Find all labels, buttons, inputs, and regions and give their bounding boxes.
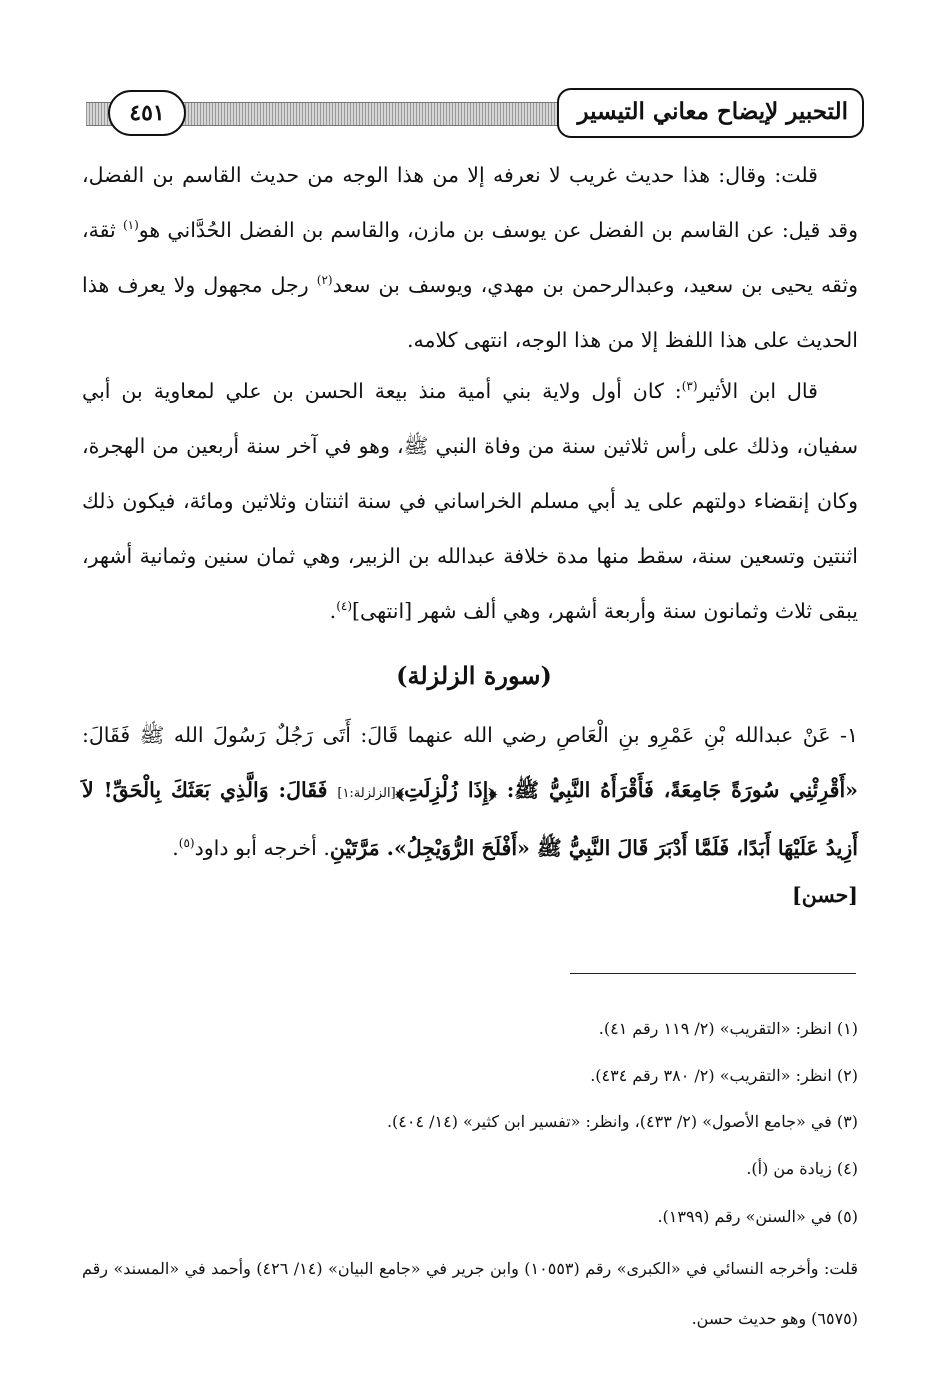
page-number: ٤٥١: [108, 90, 186, 136]
footnote-1: (١) انظر: «التقريب» (٢/ ١١٩ رقم ٤١).: [598, 1019, 858, 1038]
verse-reference: [الزلزلة:١]: [337, 786, 396, 801]
footnote-marker[interactable]: (٣): [681, 379, 698, 394]
footnote-3: (٣) في «جامع الأصول» (٢/ ٤٣٣)، وانظر: «تفسير ابن كثير» (١٤/ ٤٠٤).: [386, 1112, 858, 1131]
running-header: [86, 88, 864, 144]
footnote-marker[interactable]: (٥): [178, 836, 195, 851]
paragraph-text: ثقة، وثقه يحيى بن سعيد، وعبدالرحمن بن مهدي، ويوسف بن سعد: [82, 218, 859, 297]
hadith-matn: فَقَالَ: وَالَّذِي بَعَثَكَ بِالْحَقِّ! لاَ أَزِيدُ عَلَيْهَا أَبَدًا، فَلَمَّا أَدْبَرَ قَالَ النَّبِيُّ ﷺ «أَفْلَحَ الرُّوَيْجِلُ». مَرَّتَيْنِ: [82, 778, 858, 860]
paragraph-text: رجل مجهول ولا يعرف هذا الحديث على هذا اللفظ إلا من هذا الوجه، انتهى كلامه.: [82, 273, 858, 352]
paragraph-text: : كان أول ولاية بني أمية منذ بيعة الحسن بن علي لمعاوية بن أبي سفيان، وذلك على رأس ثلاثين سنة من وفاة النبي ﷺ، وهو في آخر سنة أربعين من الهجرة، وكان إنقضاء دولتهم على يد أبي مسلم الخراساني في سنة اثنتان وثلاثين ومائة، فيكون ذلك اثنتين وتسعين سنة، سقط منها مدة خلافة عبدالله بن الزبير، وهي ثمان سنين وثمانية أشهر، يبقى ثلاث وثمانون سنة وأربعة أشهر، وهي ألف شهر [انتهى]: [82, 379, 858, 623]
hadith-matn: «أَقْرِئْنِي سُورَةً جَامِعَةً، فَأَقْرَأَهُ النَّبِيُّ ﷺ: ﴿إِذَا زُلْزِلَتِ﴾: [395, 778, 858, 802]
footnote-separator: [570, 973, 856, 974]
book-title: التحبير لإيضاح معاني التيسير: [557, 88, 864, 138]
footnote-marker[interactable]: (٤): [336, 599, 353, 614]
footnote-marker[interactable]: (١): [122, 218, 139, 233]
footnote-editor-note: قلت: وأخرجه النسائي في «الكبرى» رقم (١٠٥٥٣) وابن جرير في «جامع البيان» (١٤/ ٤٢٦) وأحمد في «المسند» رقم (٦٥٧٥) وهو حديث حسن.: [82, 1259, 859, 1328]
hadith-isnad: ١- عَنْ عبدالله بْنِ عَمْرِو بنِ الْعَاصِ رضي الله عنهما قَالَ: أَتَى رَجُلٌ رَسُولَ الله ﷺ فَقَالَ:: [82, 723, 858, 747]
surah-heading: (سورة الزلزلة): [396, 661, 552, 690]
hadith-takhrij: . أخرجه أبو داود: [194, 836, 330, 860]
footnote-5: (٥) في «السنن» رقم (١٣٩٩).: [657, 1207, 858, 1226]
footnote-marker[interactable]: (٢): [316, 273, 333, 288]
paragraph-text: قلت: وقال: هذا حديث غريب لا نعرفه إلا من هذا الوجه من حديث القاسم بن الفضل، وقد قيل: عن القاسم بن الفضل عن يوسف بن مازن، والقاسم بن الفضل الحُدَّاني هو: [82, 163, 858, 242]
hadith-grade: [حسن]: [792, 883, 858, 907]
hadith-paragraph: [82, 708, 858, 876]
footnote-4: (٤) زيادة من (أ).: [746, 1159, 858, 1178]
paragraph-text: قال ابن الأثير: [697, 379, 818, 403]
paragraph-tirmidhi-comment: [82, 148, 858, 368]
paragraph-ibn-athir: [82, 364, 858, 639]
paragraph-text: .: [329, 599, 337, 623]
paragraph-text: .: [172, 836, 179, 860]
footnote-2: (٢) انظر: «التقريب» (٢/ ٣٨٠ رقم ٤٣٤).: [590, 1066, 858, 1085]
